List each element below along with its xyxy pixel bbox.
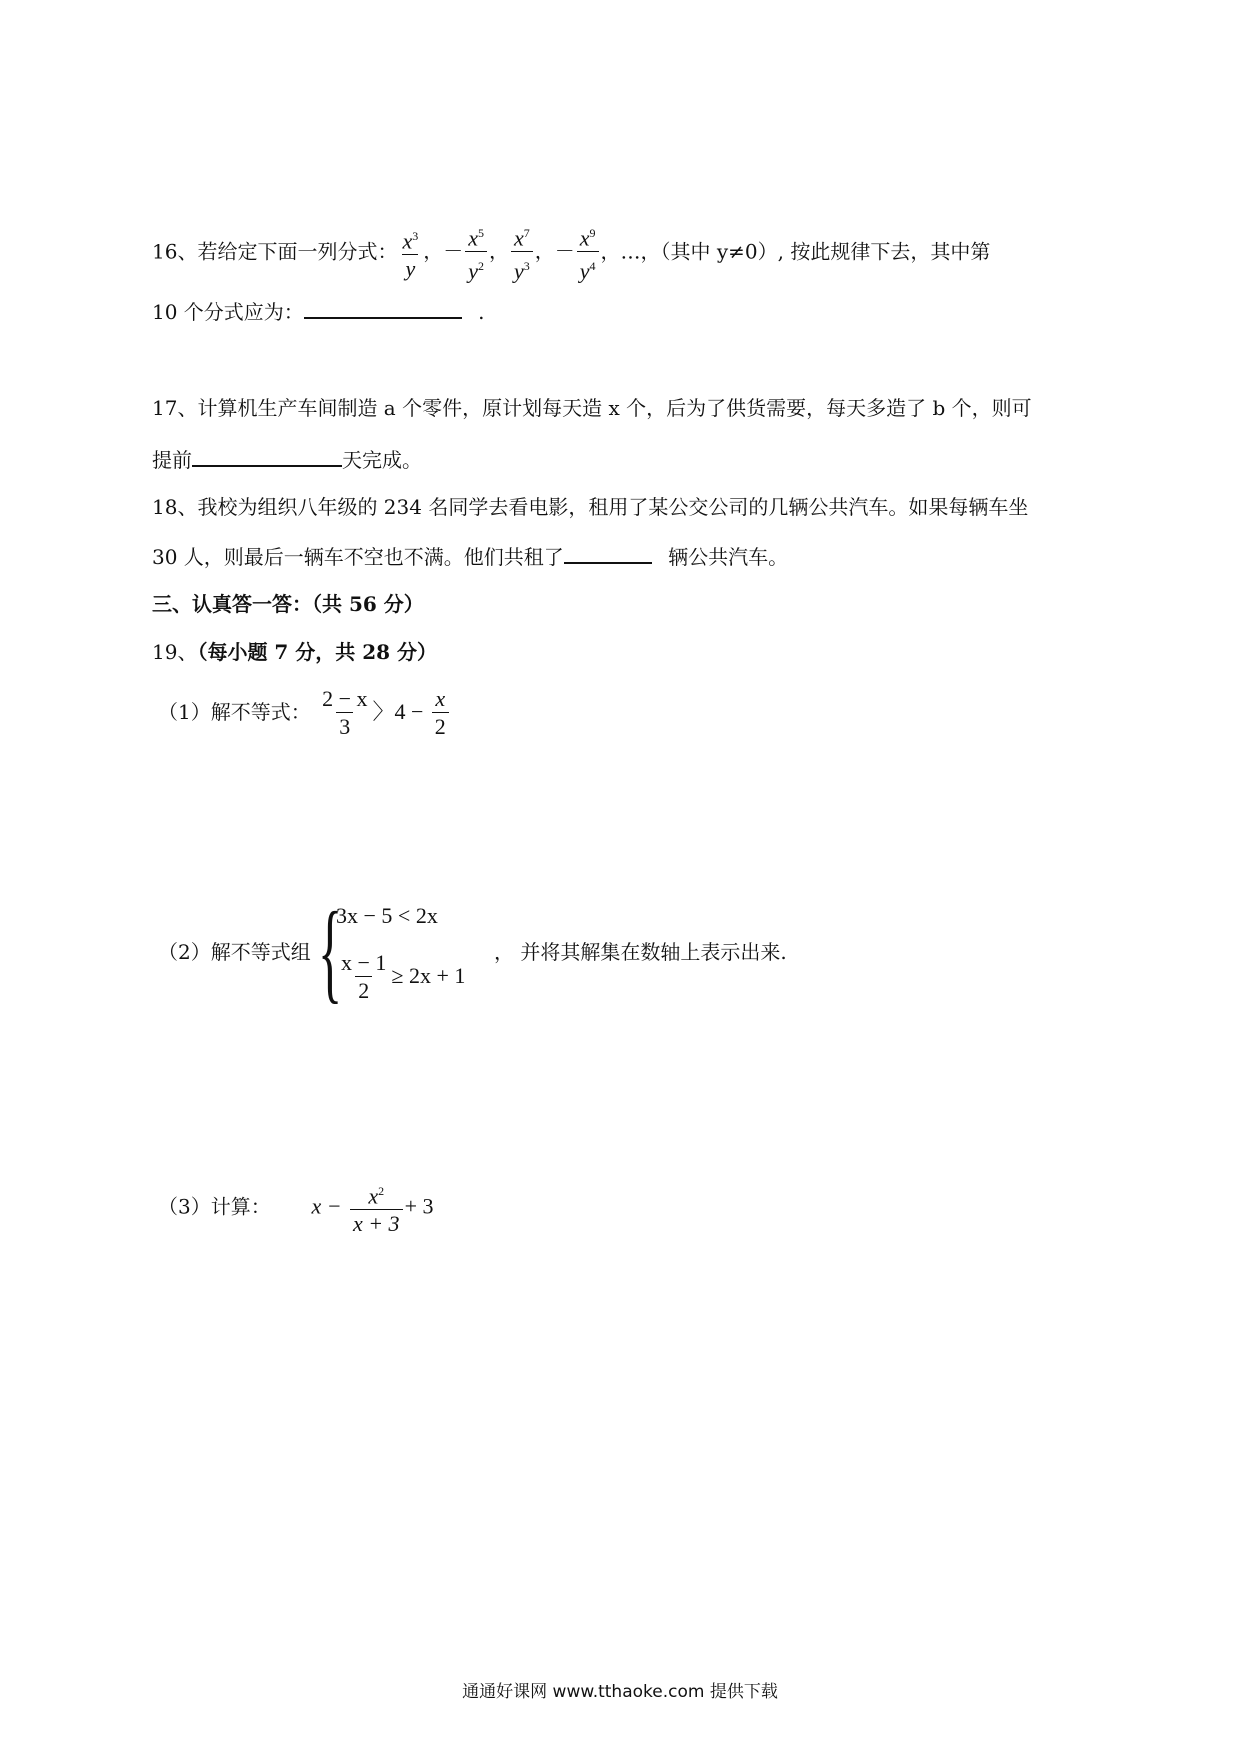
q19-p1-lhs-fraction: [319, 686, 370, 741]
q17-line1: [152, 396, 1032, 420]
q16-term-num-exp: 9: [589, 226, 596, 240]
q16-term-num-exp: 5: [477, 226, 484, 240]
q17-text-pre: 提前: [152, 448, 192, 472]
q19-p2-eq2-fraction: [338, 950, 389, 1005]
q16-line2-text: 10 个分式应为：: [152, 300, 304, 324]
q19-part3: [158, 1178, 433, 1238]
q19-p3-label: （3）计算：: [158, 1194, 271, 1219]
q16-term-den: $y^3$: [511, 251, 533, 285]
q19-title: [152, 640, 437, 664]
q19-part2-label: [158, 940, 311, 964]
q16-prefix: 16、若给定下面一列分式：: [152, 239, 398, 264]
q19-p2-eq2-num: x − 1: [341, 950, 387, 975]
q16-comma: ，: [423, 239, 444, 264]
q16-comma: ，: [488, 239, 509, 264]
q19-p2-label-text: （2）解不等式组: [158, 940, 311, 964]
q19-p2-eq2-den: 2: [355, 976, 372, 1005]
q19-p3-pre: x −: [311, 1193, 342, 1219]
page-footer: [0, 1677, 1240, 1702]
q16-term-den-exp: 4: [589, 259, 596, 274]
q19-number: 19、: [152, 640, 198, 664]
q16-term-num: $x^7$: [513, 225, 530, 251]
q19-p1-rhs-fraction: [432, 686, 449, 741]
q19-p3-post: + 3: [404, 1193, 434, 1219]
q19-points: （每小题 7 分，共 28 分）: [197, 640, 438, 664]
q18-line2: [152, 545, 788, 569]
q19-p1-lhs-den: 3: [336, 712, 353, 741]
q18-text-pre: 30 人，则最后一辆车不空也不满。他们共租了: [152, 545, 564, 569]
q19-p1-lhs-num: 2 − x: [322, 686, 368, 711]
q16-term-num: $x^5$: [468, 225, 484, 251]
q16-line2: [152, 300, 485, 324]
q16-line1: [152, 220, 990, 286]
q16-term-den-exp: 2: [477, 259, 484, 274]
section-3-title-text: 三、认真答一答：（共 56 分）: [152, 592, 424, 616]
q16-comma: ，: [534, 239, 555, 264]
q19-p2-eq2: [336, 950, 465, 1005]
q17-text-post: 天完成。: [342, 448, 422, 472]
q18-line1: [152, 495, 1028, 519]
q16-term-fraction: [511, 220, 533, 286]
q16-term-num: $x^9$: [579, 225, 596, 251]
q16-term-den: $y^4$: [577, 251, 599, 285]
q16-term-num-exp: 7: [523, 226, 530, 240]
q17-answer-blank[interactable]: [192, 465, 342, 467]
q19-p2-eq1-text: 3x − 5 < 2x: [336, 903, 438, 928]
q16-term-sign: －: [443, 239, 464, 264]
section-3-title: [152, 592, 424, 616]
q18-text-post: 辆公共汽车。: [668, 545, 789, 569]
q19-p2-eq1: [336, 904, 438, 928]
q19-p3-fraction: [350, 1178, 403, 1238]
q16-period: .: [478, 300, 485, 324]
q19-p1-operator: 〉4 −: [372, 699, 424, 724]
q19-p3-num: [365, 1178, 387, 1209]
q16-fraction-sequence: [397, 225, 600, 284]
q16-answer-blank[interactable]: [304, 317, 462, 319]
q16-term-den-exp: 3: [523, 259, 530, 274]
q16-term-fraction: [577, 220, 599, 286]
q16-term-den: y: [402, 254, 418, 283]
q18-text: 18、我校为组织八年级的 234 名同学去看电影，租用了某公交公司的几辆公共汽车。如果每辆车坐: [152, 495, 1029, 519]
q16-suffix: ，…，（其中 y≠0）, 按此规律下去，其中第: [600, 239, 991, 264]
q17-line2: [152, 448, 422, 472]
q19-p3-num-base: x: [368, 1183, 379, 1209]
system-brace: {: [318, 890, 343, 1014]
q19-part1: [158, 686, 451, 741]
q16-term-num: $x^3$: [402, 228, 419, 253]
q16-term-sign: －: [554, 239, 575, 264]
q19-p1-rhs-den: 2: [432, 712, 449, 741]
q16-term-fraction: [399, 223, 421, 283]
q18-answer-blank[interactable]: [564, 562, 652, 564]
q19-p3-den: x + 3: [350, 1209, 403, 1238]
q16-term-num-exp: 3: [412, 228, 419, 243]
q17-text: 17、计算机生产车间制造 a 个零件，原计划每天造 x 个，后为了供货需要，每天多造了 b 个，则可: [152, 396, 1032, 420]
q19-p1-rhs-num: x: [435, 686, 446, 711]
q19-part2-tail: [494, 940, 787, 964]
q19-p2-eq2-rest: ≥ 2x + 1: [391, 963, 466, 988]
q19-p1-label: （1）解不等式：: [158, 700, 311, 724]
q16-term-fraction: [465, 220, 487, 286]
q19-p3-num-exp: 2: [378, 1184, 385, 1198]
footer-text: 通通好课网 www.tthaoke.com 提供下载: [462, 1682, 778, 1702]
q16-term-den: $y^2$: [465, 251, 487, 285]
q19-p2-tail-text: ， 并将其解集在数轴上表示出来.: [494, 940, 787, 964]
